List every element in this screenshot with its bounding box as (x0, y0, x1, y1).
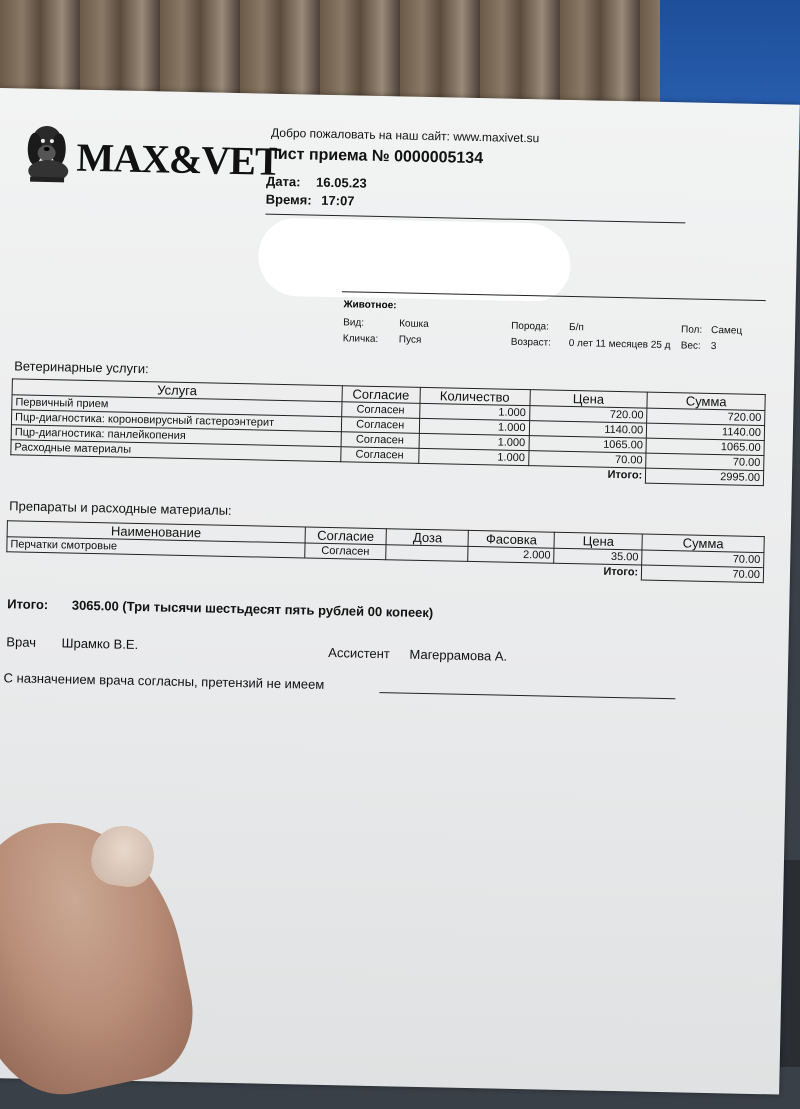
assistant-label: Ассистент (328, 644, 391, 662)
animal-heading: Животное: (343, 299, 397, 312)
agreement-text: С назначением врача согласны, претензий не имеем (3, 670, 325, 692)
consent-cell: Согласен (341, 417, 419, 434)
breed-value: Б/п (568, 321, 584, 334)
dose-cell (386, 545, 468, 562)
time-value: 17:07 (321, 192, 355, 209)
service-name: Расходные материалы (11, 440, 341, 462)
date-label: Дата: (265, 173, 301, 190)
age-value: 0 лет 11 месяцев 25 д (568, 337, 671, 352)
species-value: Кошка (399, 318, 429, 331)
grand-total-label: Итого: (7, 596, 49, 613)
sum-cell: 70.00 (642, 550, 764, 568)
sum-cell: 720.00 (647, 408, 765, 425)
column-header: Доза (386, 529, 468, 547)
consent-cell: Согласен (341, 432, 419, 449)
welcome-text: Добро пожаловать на наш сайт: www.maxivet.su (270, 125, 540, 146)
column-header: Сумма (647, 392, 765, 410)
grand-total-value: 3065.00 (Три тысячи шестьдесят пять рублей 00 копеек) (71, 597, 434, 621)
quantity-cell: 1.000 (419, 403, 529, 420)
signature-line (379, 692, 675, 699)
weight-value: 3 (710, 340, 717, 353)
column-header: Цена (554, 532, 642, 550)
services-table (10, 378, 766, 486)
assistant-name: Магеррамова А. (409, 646, 508, 664)
column-header: Согласие (342, 386, 420, 404)
species-label: Вид: (343, 317, 365, 329)
consent-cell: Согласен (341, 402, 419, 419)
quantity-cell: 1.000 (419, 433, 529, 450)
price-cell: 1140.00 (529, 421, 647, 438)
consent-cell: Согласен (304, 543, 386, 560)
supplies-table (6, 520, 765, 583)
column-header: Фасовка (468, 530, 554, 548)
sheet-title: Лист приема № 0000005134 (266, 145, 484, 168)
grand-total (7, 596, 433, 620)
quantity-cell: 1.000 (418, 448, 528, 465)
services-total-label: Итого: (607, 468, 643, 482)
quantity-cell: 1.000 (419, 418, 529, 435)
supplies-section-title: Препараты и расходные материалы: (9, 498, 232, 518)
column-header: Согласие (305, 527, 387, 545)
column-header: Сумма (642, 534, 764, 553)
date-row (266, 174, 367, 191)
brand-name: MAX&VET (76, 134, 282, 184)
column-header: Наименование (7, 521, 305, 543)
breed-label: Порода: (511, 320, 550, 333)
price-cell: 1065.00 (529, 436, 647, 453)
consent-cell: Согласен (340, 447, 418, 464)
sum-cell: 1140.00 (647, 423, 765, 440)
supply-name: Перчатки смотровые (7, 537, 305, 558)
sex-value: Самец (710, 324, 743, 337)
date-value: 16.05.23 (315, 174, 367, 191)
assistant-row (328, 645, 507, 664)
price-cell: 720.00 (529, 406, 647, 423)
price-cell: 35.00 (554, 548, 642, 565)
doctor-label: Врач (6, 634, 37, 650)
sex-label: Пол: (680, 324, 703, 336)
supplies-total-label: Итого: (603, 565, 639, 579)
time-label: Время: (265, 191, 312, 208)
services-section-title: Ветеринарные услуги: (14, 358, 149, 377)
services-total-value: 2995.00 (646, 468, 764, 485)
service-name: Пцр-диагностика: короновирусный гастероэнтерит (11, 410, 341, 432)
package-cell: 2.000 (468, 546, 554, 563)
doctor-row (6, 634, 138, 652)
service-name: Пцр-диагностика: панлейкопения (11, 425, 341, 447)
column-header: Цена (529, 390, 647, 408)
pet-name-value: Пуся (398, 334, 422, 346)
pet-name-label: Кличка: (342, 333, 379, 345)
age-label: Возраст: (510, 336, 552, 349)
column-header: Количество (420, 387, 530, 405)
sum-cell: 70.00 (646, 453, 764, 470)
time-row (266, 192, 355, 209)
supplies-total-value: 70.00 (641, 565, 763, 583)
redacted-owner-info (258, 217, 572, 302)
column-header: Услуга (12, 379, 342, 402)
price-cell: 70.00 (528, 451, 646, 468)
weight-label: Вес: (680, 340, 701, 352)
clinic-logo (18, 116, 282, 193)
service-name: Первичный прием (12, 395, 342, 417)
doctor-name: Шрамко В.Е. (61, 635, 139, 653)
sum-cell: 1065.00 (646, 438, 764, 455)
dog-logo-icon (18, 118, 77, 185)
